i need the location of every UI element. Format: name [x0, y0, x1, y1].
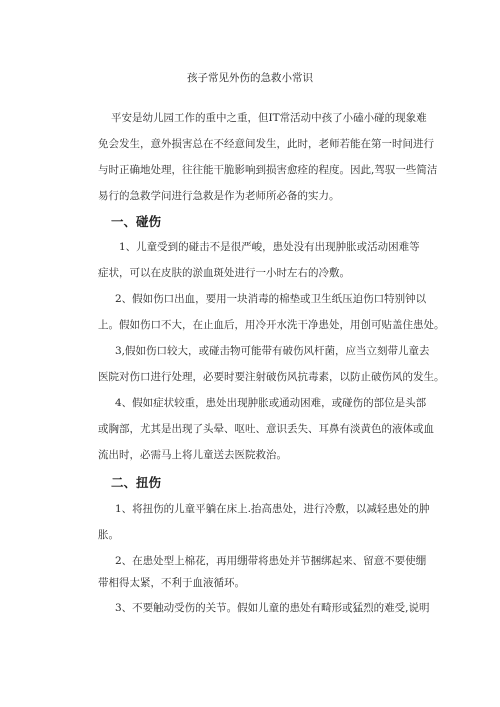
- section-line: 医院对伤口进行处理，必要时要注射破伤风抗毒素，以防止破伤风的发生。: [98, 371, 445, 383]
- section-line: 胀。: [98, 529, 119, 541]
- section-line: 上。假如伤口不大，在止血后，用冷开水洗干净患处，用创可贴盖住患处。: [98, 319, 445, 331]
- section-line: 或胸部，尤其是出现了头晕、呕吐、意识丢失、耳鼻有淡黄色的液体或血: [98, 423, 434, 435]
- section-line: 4、假如症状较重，患处出现肿胀或通动困难，或碰伤的部位是头部: [115, 397, 427, 409]
- section-line: 3、不要触动受伤的关节。假如儿童的患处有畸形或猛烈的难受,说明: [115, 602, 430, 614]
- intro-line: 与时正确地处理，往往能干脆影响到损害愈痊的程度。因此,驾驭一些简洁: [98, 164, 438, 176]
- intro-line: 免会发生，意外损害总在不经意间发生，此时，老师若能在第一时间进行: [98, 138, 434, 150]
- section-line: 1、儿童受到的碰击不是很严峻，患处没有出现肿胀或活动困难等: [119, 241, 420, 253]
- section-heading-sprain: 二、扭伤: [111, 475, 162, 490]
- section-line: 2、在患处型上棉花，再用绷带将患处并节捆绑起来、留意不要使绷: [115, 555, 427, 567]
- intro-line: 平安是幼儿园工作的重中之重，但IT常活动中孩了小磕小碰的现象难: [111, 112, 427, 124]
- document-title: 孩子常见外伤的急救小常识: [187, 72, 313, 84]
- section-line: 1、将扭伤的儿童平躺在床上.抬高患处，进行冷敷，以减轻患处的肿: [115, 503, 430, 515]
- section-line: 带相得太紧，不利于血液循环。: [98, 577, 245, 589]
- section-line: 流出时，必需马上将儿童送去医院救治。: [98, 449, 287, 461]
- section-heading-bruise: 一、碰伤: [111, 214, 162, 229]
- section-line: 症状，可以在皮肤的淤血斑处进行一小时左右的冷敷。: [98, 267, 350, 279]
- intro-line: 易行的急救学问进行急救是作为老师所必备的实力。: [98, 190, 340, 202]
- section-line: 3,假如伤口较大，或碰击物可能带有破伤风杆菌，应当立刻带儿童去: [115, 345, 430, 357]
- section-line: 2、假如伤口出血，要用一块消毒的棉垫或卫生纸压迫伤口特别钟以: [115, 293, 427, 305]
